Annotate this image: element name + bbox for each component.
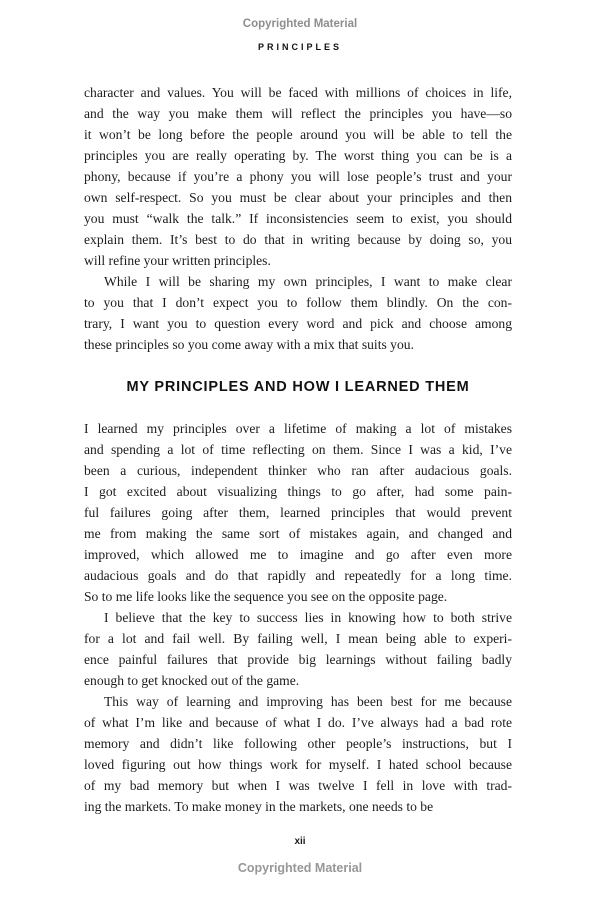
copyright-watermark-bottom: Copyrighted Material xyxy=(237,861,363,875)
text-line: own self-respect. So you must be clear about your principles and then xyxy=(84,190,512,205)
text-line: I got excited about visualizing things to go after, had some pain- xyxy=(84,484,512,499)
text-line: loved figuring out how things work for myself. I hated school because xyxy=(84,757,512,772)
body-text xyxy=(84,82,512,817)
copyright-watermark-top: Copyrighted Material xyxy=(242,18,358,30)
text-line: explain them. It’s best to do that in writing because by doing so, you xyxy=(84,232,512,247)
text-line: will refine your written principles. xyxy=(84,253,271,268)
text-line: ful failures going after them, learned principles that would prevent xyxy=(84,505,512,520)
text-line: While I will be sharing my own principles, I want to make clear xyxy=(104,274,512,289)
text-line: of what I’m like and because of what I do. I’ve always had a bad rote xyxy=(84,715,512,730)
text-line: me from making the same sort of mistakes again, and changed and xyxy=(84,526,512,541)
text-line: to you that I don’t expect you to follow them blindly. On the con- xyxy=(84,295,512,310)
text-line: principles you are really operating by. The worst thing you can be is a xyxy=(84,148,512,163)
text-line: trary, I want you to question every word and pick and choose among xyxy=(84,316,512,331)
page-number: xii xyxy=(294,836,306,847)
text-line: it won’t be long before the people around you will be able to tell the xyxy=(84,127,512,142)
text-line: improved, which allowed me to imagine and go after even more xyxy=(84,547,512,562)
text-line: these principles so you come away with a mix that suits you. xyxy=(84,337,414,352)
text-line: for a lot and fail well. By failing well, I mean being able to experi- xyxy=(84,631,512,646)
text-line: and the way you make them will reflect the principles you have—so xyxy=(84,106,512,121)
running-header: PRINCIPLES xyxy=(257,42,342,52)
text-line: ing the markets. To make money in the markets, one needs to be xyxy=(84,799,434,814)
text-line: of my bad memory but when I was twelve I fell in love with trad- xyxy=(84,778,512,793)
text-line: memory and didn’t like following other people’s instructions, but I xyxy=(84,736,512,751)
text-line: phony, because if you’re a phony you will lose people’s trust and your xyxy=(84,169,512,184)
text-line: been a curious, independent thinker who ran after audacious goals. xyxy=(84,463,512,478)
text-line: ence painful failures that provide big learnings without failing badly xyxy=(84,652,512,667)
text-line: enough to get knocked out of the game. xyxy=(84,673,300,688)
text-line: I learned my principles over a lifetime of making a lot of mistakes xyxy=(84,421,512,436)
text-line: This way of learning and improving has been best for me because xyxy=(104,694,512,709)
text-line: I believe that the key to success lies in knowing how to both strive xyxy=(104,610,512,625)
text-line: character and values. You will be faced with millions of choices in life, xyxy=(84,85,512,100)
section-heading: MY PRINCIPLES AND HOW I LEARNED THEM xyxy=(126,379,470,395)
text-line: So to me life looks like the sequence you see on the opposite page. xyxy=(84,589,448,604)
text-line: you must “walk the talk.” If inconsistencies seem to exist, you should xyxy=(84,211,512,226)
text-line: and spending a lot of time reflecting on them. Since I was a kid, I’ve xyxy=(84,442,512,457)
text-line: audacious goals and do that rapidly and repeatedly for a long time. xyxy=(84,568,512,583)
